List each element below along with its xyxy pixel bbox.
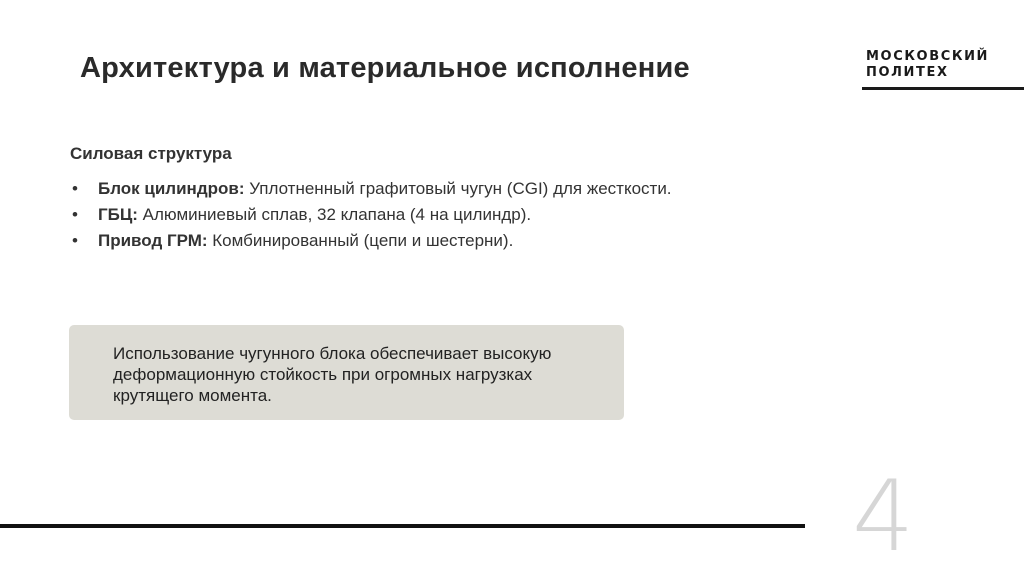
footer-rule — [0, 524, 805, 528]
bullet-key: Блок цилиндров: — [98, 179, 245, 198]
logo-text-line2: ПОЛИТЕХ — [866, 65, 949, 80]
callout-box — [69, 325, 624, 420]
callout-text: Использование чугунного блока обеспечивает высокую деформационную стойкость при огромных нагрузках крутящего момента. — [113, 344, 552, 405]
bullet-item — [70, 202, 672, 228]
page-number: 4 — [852, 460, 915, 574]
bullet-dot-icon: • — [72, 205, 78, 224]
bullet-dot-icon: • — [72, 179, 78, 198]
bullet-key: Привод ГРМ: — [98, 231, 208, 250]
slide-title: Архитектура и материальное исполнение — [80, 52, 690, 84]
logo-text-line1: МОСКОВСКИЙ — [866, 49, 990, 64]
bullet-text: Комбинированный (цепи и шестерни). — [207, 231, 514, 250]
bullet-key: ГБЦ: — [98, 205, 138, 224]
bullet-text: Алюминиевый сплав, 32 клапана (4 на цилиндр). — [137, 205, 532, 224]
logo-underline — [862, 87, 1024, 90]
bullet-item — [70, 176, 672, 202]
logo — [862, 48, 1024, 92]
bullet-item — [70, 228, 672, 254]
bullet-list — [70, 176, 672, 254]
bullet-text: Уплотненный графитовый чугун (CGI) для жесткости. — [244, 179, 672, 198]
bullet-dot-icon: • — [72, 231, 78, 250]
section-heading: Силовая структура — [70, 144, 232, 163]
